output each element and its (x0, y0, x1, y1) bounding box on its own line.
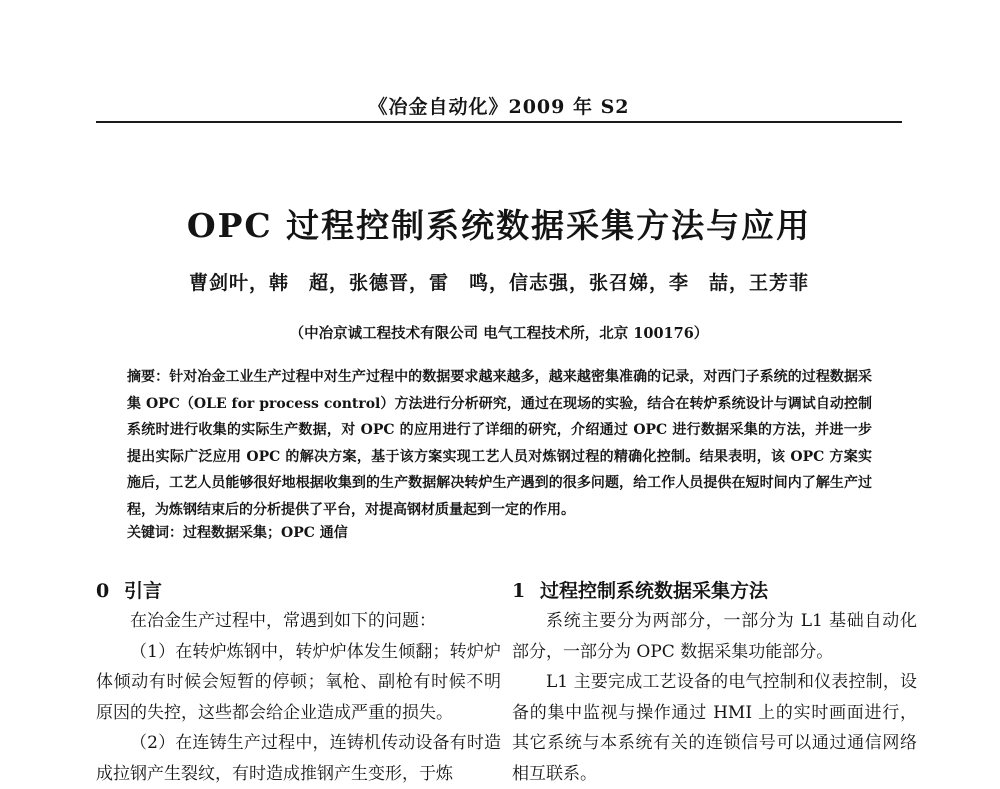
section-title: 过程控制系统数据采集方法 (540, 580, 769, 602)
paragraph: （1）在转炉炼钢中，转炉炉体发生倾翻；转炉炉体倾动有时候会短暂的停顿；氧枪、副枪有时候不明原因的失控，这些都会给企业造成严重的损失。 (96, 641, 501, 723)
abstract (127, 364, 872, 523)
author-list: 曹剑叶，韩 超，张德晋，雷 鸣，信志强，张召娣，李 喆，王芳菲 (188, 272, 809, 294)
section-heading-data-acquisition (512, 576, 917, 606)
left-column (96, 576, 501, 789)
paragraph: 系统主要分为两部分，一部分为 L1 基础自动化部分，一部分为 OPC 数据采集功能部分。 (512, 611, 917, 662)
abstract-label: 摘要： (127, 369, 170, 385)
paragraph: L1 主要完成工艺设备的电气控制和仪表控制，设备的集中监视与操作通过 HMI 上的实时画面进行，其它系统与本系统有关的连锁信号可以通过通信网络相互联系。 (512, 672, 917, 784)
header-rule (96, 121, 902, 123)
running-header: 《冶金自动化》2009 年 S2 (368, 96, 630, 118)
affiliation: （中冶京诚工程技术有限公司 电气工程技术所，北京 100176） (289, 325, 709, 342)
section-number: 1 (512, 580, 526, 602)
section-number: 0 (96, 580, 110, 602)
paragraph: 在冶金生产过程中，常遇到如下的问题： (130, 611, 436, 631)
abstract-text: 针对冶金工业生产过程中对生产过程中的数据要求越来越多，越来越密集准确的记录，对西门子系统的过程数据采集 OPC（OLE for process control）方法进行分析研究，通过在现场的实验，结合在转炉系统设计与调试自动控制系统时进行收集的实际生产数据，对 OPC 的应用进行了详细的研究，介绍通过 OPC 进行数据采集的方法，并进一步提出实际广泛应用 OPC 的解决方案，基于该方案实现工艺人员对炼钢过程的精确化控制。结果表明，该 OPC 方案实施后，工艺人员能够很好地根据收集到的生产数据解决转炉生产遇到的很多问题，给工作人员提供在短时间内了解生产过程，为炼钢结束后的分析提供了平台，对提高钢材质量起到一定的作用。 (127, 369, 873, 518)
keywords (127, 520, 872, 546)
paper-title: OPC 过程控制系统数据采集方法与应用 (186, 206, 812, 245)
right-column (512, 576, 917, 789)
keywords-label: 关键词： (127, 525, 183, 541)
section-title: 引言 (124, 580, 163, 602)
section-heading-introduction (96, 576, 501, 606)
paragraph: （2）在连铸生产过程中，连铸机传动设备有时造成拉钢产生裂纹，有时造成推钢产生变形，于炼 (96, 733, 501, 784)
keywords-text: 过程数据采集；OPC 通信 (183, 525, 348, 541)
